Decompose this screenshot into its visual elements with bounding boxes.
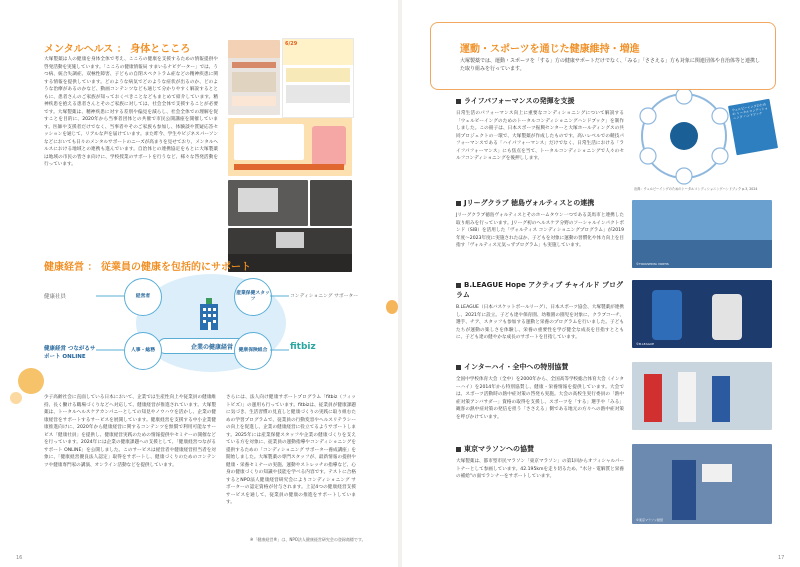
mental-health-heading: メンタルヘルス ： 身体とこころ xyxy=(44,44,191,55)
workhealth-heading: 健康経営 ： 従業員の健康を包括的にサポート xyxy=(44,262,251,273)
section-body-life-performance: 日常生活のパフォーマンス向上に重要なコンディショニングについて解説する「ウェルビーイングのためのトータルコンディショニングハンドブック」を制作しました。この冊子は、日本スポーツ振興センターと大塚ホールディングスの共同プロジェクトの一環で、大塚製薬が作成したものです。高いレベルでの競技パフォーマンスである「ハイパフォーマンス」だけでなく、日常生活における「ライフパフォーマンス」にも焦点を当て、トータルコンディショニングで人々のセルフコンディショニングを後押しします。 xyxy=(456,111,624,161)
section-body-vortis: Jリーグクラブ徳島ヴォルティスとそのホームタウン一つである美馬市と連携した取り組みを行っています。Jリーグ初のヘルスケア分野のソーシャルインパクトボンド（SIB）を活用した「ヴォルティス コンディショニングプログラム」が2019年度～2023年度に実施されたほか、子どもを対象に運動の習慣化や体力向上を目指す「ヴォルティス元気っずプログラム」も実施しています。 xyxy=(456,213,624,248)
health-management-diagram xyxy=(44,270,374,380)
handbook-cover: ウェルビーイングのための トータルコンディショニング ハンドブック xyxy=(728,99,778,156)
left-page xyxy=(0,0,398,567)
page-number-left: 16 xyxy=(16,555,23,561)
workhealth-body-col2: さらには、法人向け健康サポートプログラム「fitbiz（フィットビズ）」の運用も行っています。fitbizは、従業員が健康課題に気づき、生活習慣の見直しと健康づくりの実践に取り組むための学習プログラムで、従業員の行動変容やヘルスリテラシーの向上を促進し、企業の健康経営に役立てるようサポートします。2025年には産業保健スタッフや企業の健康づくりを支えている方を対象に、従業員の運動指導やコンディショニングを提供するための「コンディショニング サポーター養成講座」を開始しました。大塚製薬の専門スタッフが、最新情報の提供や健康・栄養セミナーの実施、運動やストレッチの指導など、心身の健康づくりの知識や技能を学べる内容です。テストに合格するとNPO法人健康経営研究会によりコンディショニング サポーターの認定資格が付与されます。上記4つの健康経営支援サービスを通して、従業員の健康の推進をサポートしています。 xyxy=(226,395,356,505)
logo-kenkoshain: 健康社員 xyxy=(44,294,67,300)
intro-box xyxy=(430,22,776,90)
page-number-right: 17 xyxy=(778,555,785,561)
mental-health-body: 大塚製薬は人の健康を身体全体で考え、こころの健康を支援するための情報提供や啓発活動を実施しています。「こころの健康情報局 すまいるナビゲーター」では、うつ病、統合失調症、双極性障害、子どもの自閉スペクトラム症などの精神疾患に関する情報を提供しています。どのような病気でどのような症状が出るのか、どのような治療があるのかなど、動画コンテンツなども通じて分かりやすく解説するとともに、患者さんのご家族が知っておくべきことなどもまとめて紹介しています。精神疾患を抱える患者さんとそのご家族に対しては、社会全体で支援することが必要です。大塚製薬は、精神疾患に対する差別や偏見を減らし、社会全体での理解を促すことを目的に、2020年から当事者団体との共催で市民公開講座を開催しています。医師や支援者だけでなく、当事者やそのご家族も参加し、体験談や質疑応答セッションを通じて、リアルな声を届けています。また昨今、学生やビジネスパーソンなどにおいても日々のメンタルサポートのニーズが高まりを見せており、メンタルヘルスにおける地域との連携も進んでいます。自治体との連携協定をもとに大塚製薬は地域の市民の皆さま向けに、学校授業のサポートを行うなど、様々な啓発活動を行っています。 xyxy=(44,57,218,167)
section-body-interhigh: 全国中学校体育大会（全中）を2000年から、全国高等学校総合体育大会（インターハイ）を2014年から特別協賛し、健康・栄養情報を提供しています。大会では、スポーツ活動時の熱中症対策の啓発も実施。大会の高校生実行委員の「熱中症対策アンバサダー」資格の取得を支援し、スポーツを「する」選手や「みる」観客の熱中症対策の発信を担う「ささえる」側である地元の方々への熱中症対策を呼びかけています。 xyxy=(456,377,624,420)
diagram-center-label: 企業の健康経営 xyxy=(158,338,266,354)
node-hr: 人事・総務 xyxy=(124,332,162,370)
section-body-tokyo-marathon: 大塚製薬は、都市型市民マラソン「東京マラソン」の第1回からオフィシャルパートナーとして参画しています。42.195kmを走り切るため、"水分・電解質と栄養の補給"の面でランナーをサポートしています。 xyxy=(456,459,624,479)
lecture-photo-3 xyxy=(310,180,352,226)
logo-conditioning-supporter: コンディショニング サポーター xyxy=(290,294,359,299)
trademark-footnote: ※「健康経営®」は、NPO法人健康経営研究会の登録商標です。 xyxy=(250,537,366,542)
diagram-connectors xyxy=(44,270,374,380)
node-occupational-staff: 産業保健スタッフ xyxy=(234,278,272,316)
section-heading-vortis: Jリーグクラブ 徳島ヴォルティスとの連携 xyxy=(456,198,594,208)
handbook-caption: 出典：ウェルビーイングのためのトータルコンディショニングハンドブック p.3, 2024 xyxy=(634,187,758,191)
marathon-photo: ©東京マラソン財団 xyxy=(632,444,772,524)
logo-fitbiz: fitbiz xyxy=(290,342,316,352)
node-insurance-union: 健康保険組合 xyxy=(234,332,272,370)
sports-title: 運動・スポーツを通じた健康維持・増進 xyxy=(460,44,640,55)
lecture-photo-1 xyxy=(228,180,308,226)
section-heading-interhigh: インターハイ・全中への特別協賛 xyxy=(456,362,568,372)
node-executives: 経営者 xyxy=(124,278,162,316)
section-heading-tokyo-marathon: 東京マラソンへの協賛 xyxy=(456,444,534,454)
sports-intro: 大塚製薬では、運動・スポーツを「する」方の健康サポートだけでなく、「みる」「ささえる」方も対象に関連団体や自治体等と連携した取り組みを行っています。 xyxy=(460,58,760,72)
leaflet-date: 6/29 xyxy=(283,39,353,65)
seminar-poster-photo xyxy=(228,118,352,176)
decor-dot-1 xyxy=(18,368,44,394)
logo-tsunagaru-support: 健康経営 つながるサポート ONLINE xyxy=(44,346,96,360)
interhigh-photo xyxy=(632,362,772,430)
decor-dot-3 xyxy=(386,300,398,314)
leaflet-photo-1 xyxy=(228,40,280,115)
vortis-photo: ©TOKUSHIMA VORTIS xyxy=(632,200,772,268)
decor-dot-2 xyxy=(10,392,22,404)
bleague-photo: ©B.LEAGUE xyxy=(632,280,772,348)
leaflet-photo-2 xyxy=(282,38,354,118)
right-page xyxy=(402,0,800,567)
workhealth-body-col1: 少子高齢社会に直面している日本において、企業では生産性向上や従業員の健康維持、長く働ける職場づくりなどへ対応して、健康経営が推進されています。大塚製薬は、トータルヘルスケアカンパニーとしての知見やノウハウを活かし、企業の健康経営をサポートするサービスを展開しています。健康経営を支援する中小企業健康推進向けに、2020年から健康経営に関するコンテンツを無償で利用可能なサービス「健康社員」を提供し、健康経営実践のための情報提供やセミナーの開催などを行っています。2024年には企業の健康課題への支援として、「健康経営つながるサポート ONLINE」を公開しました。このサービスは経営者や健康経営担当者を対象に、「健康経営優良法人認定」取得をサポートし、健康づくりのためのコンテンツや健康専門家の講演、オンライン活動などを提供しています。 xyxy=(44,395,216,468)
section-heading-life-performance: ライフパフォーマンスの発揮を支援 xyxy=(456,96,574,106)
section-body-bleague: B.LEAGUE（日本バスケットボールリーグ）、日本スポーツ協会、大塚製薬が連携し、2021年に設立。子ども達や保育園、幼稚園の園児を対象に、クラブコーチ、選手、チア、スタッフも参加する運動と栄養のプログラムを行いました。子どもたちが運動の楽しさを体験し、栄養の重要性を学び健全な成長を目指すとともに、子ども達の健やかな成長のサポートを目指しています。 xyxy=(456,305,624,340)
section-heading-bleague: B.LEAGUE Hope アクティブ チャイルド プログラム xyxy=(456,281,624,299)
